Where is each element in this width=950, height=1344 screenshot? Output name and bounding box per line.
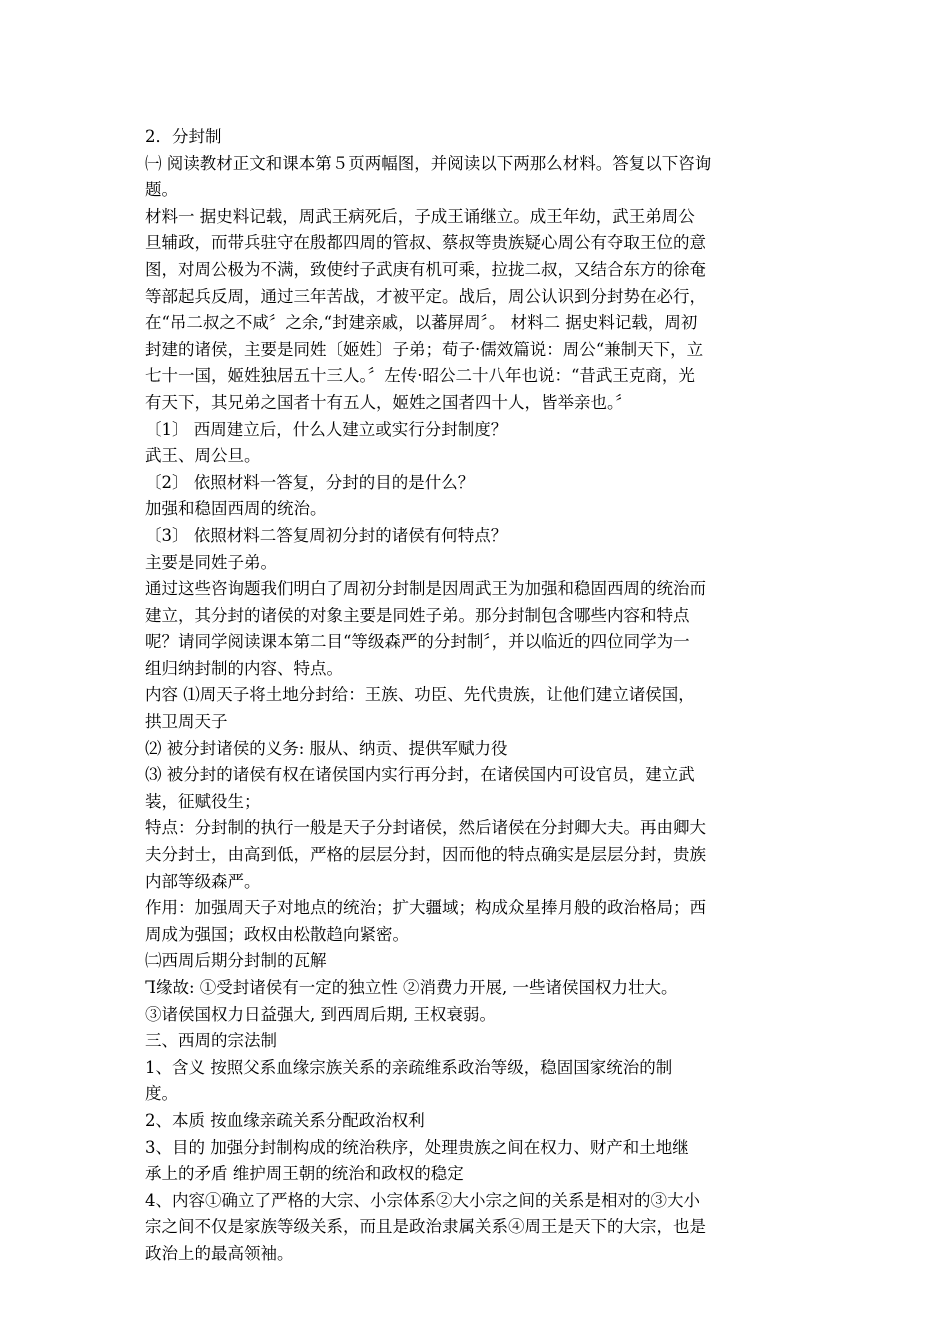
section-heading-fengjianzhi: 2．分封制 bbox=[145, 127, 222, 146]
definition-line: 1、含义 按照父系血缘宗族关系的亲疏维系政治等级，稳固国家统治的制 bbox=[145, 1057, 673, 1077]
material-two-line: 有天下，其兄弟之国者十有五人，姬姓之国者四十人，皆举亲也。〞 bbox=[145, 392, 632, 412]
material-one-line: 旦辅政，而带兵驻守在殷都四周的管叔、蔡叔等贵族疑心周公有夺取王位的意 bbox=[145, 233, 706, 253]
material-two-line: 封建的诸侯，主要是同姓〔姬姓〕子弟；荀子·儒效篇说：周公“兼制天下，立 bbox=[145, 339, 704, 359]
material-one-line: 等部起兵反周，通过三年苦战，才被平定。战后，周公认识到分封势在必行， bbox=[145, 286, 706, 306]
features-line: 夫分封士，由高到低，严格的层层分封，因而他的特点确实是层层分封，贵族 bbox=[145, 845, 706, 865]
content-line: 政治上的最高领袖。 bbox=[145, 1243, 294, 1263]
summary-paragraph-line: 通过这些咨询题我们明白了周初分封制是因周武王为加强和稳固西周的统治而 bbox=[145, 579, 706, 599]
material-one-line: 材料一 据史料记载，周武王病死后，子成王诵继立。成王年幼，武王弟周公 bbox=[145, 206, 695, 226]
material-two-line: 七十一国，姬姓独居五十三人。〞左传·昭公二十八年也说：“昔武王克商，光 bbox=[145, 366, 695, 386]
purpose-line: 3、目的 加强分封制构成的统治秩序，处理贵族之间在权力、财产和土地继 bbox=[145, 1137, 689, 1157]
essence-line: 2、本质 按血缘亲疏关系分配政治权利 bbox=[145, 1110, 425, 1130]
collapse-reason-line: Ꞁ缘故: ①受封诸侯有一定的独立性 ②消费力开展, 一些诸侯国权力壮大。 bbox=[145, 978, 678, 997]
collapse-reason-line: ③诸侯国权力日益强大, 到西周后期, 王权衰弱。 bbox=[145, 1004, 496, 1024]
content-item-1-cont: 拱卫周天子 bbox=[145, 712, 228, 732]
question-2: 〔2〕 依照材料一答复，分封的目的是什么？ bbox=[145, 472, 475, 492]
answer-3: 主要是同姓子弟。 bbox=[145, 552, 277, 572]
summary-paragraph-line: 建立，其分封的诸侯的对象主要是同姓子弟。那分封制包含哪些内容和特点 bbox=[145, 605, 690, 625]
content-line: 4、内容①确立了严格的大宗、小宗体系②大小宗之间的关系是相对的③大小 bbox=[145, 1190, 700, 1210]
definition-line: 度。 bbox=[145, 1084, 178, 1104]
content-item-2: ⑵ 被分封诸侯的义务: 服从、纳贡、提供军赋力役 bbox=[145, 738, 508, 758]
material-one-line: 图，对周公极为不满，致使纣子武庚有机可乘，拉拢二叔，又结合东方的徐奄 bbox=[145, 259, 706, 279]
content-item-1: 内容 ⑴周天子将土地分封给：王族、功臣、先代贵族，让他们建立诸侯国， bbox=[145, 685, 695, 705]
features-line: 特点：分封制的执行一般是天子分封诸侯，然后诸侯在分封卿大夫。再由卿大 bbox=[145, 818, 706, 838]
question-1: 〔1〕 西周建立后，什么人建立或实行分封制度？ bbox=[145, 419, 508, 439]
purpose-line: 承上的矛盾 维护周王朝的统治和政权的稳定 bbox=[145, 1164, 464, 1184]
document-body bbox=[145, 124, 805, 1268]
question-3: 〔3〕 依照材料二答复周初分封的诸侯有何特点？ bbox=[145, 525, 508, 545]
section-heading-zongfazhi: 三、西周的宗法制 bbox=[145, 1031, 277, 1051]
reading-instruction-cont: 题。 bbox=[145, 180, 178, 200]
effects-line: 周成为强国；政权由松散趋向紧密。 bbox=[145, 924, 409, 944]
features-line: 内部等级森严。 bbox=[145, 871, 261, 891]
answer-1: 武王、周公旦。 bbox=[145, 446, 261, 466]
content-item-3: ⑶ 被分封的诸侯有权在诸侯国内实行再分封，在诸侯国内可设官员，建立武 bbox=[145, 765, 695, 785]
summary-paragraph-line: 呢？请同学阅读课本第二目“等级森严的分封制〞，并以临近的四位同学为一 bbox=[145, 632, 690, 652]
answer-2: 加强和稳固西周的统治。 bbox=[145, 499, 327, 519]
effects-line: 作用：加强周天子对地点的统治；扩大疆域；构成众星捧月般的政治格局；西 bbox=[145, 898, 706, 918]
reading-instruction: ㈠ 阅读教材正文和课本第５页两幅图，并阅读以下两那么材料。答复以下咨询 bbox=[145, 153, 712, 173]
summary-paragraph-line: 组归纳封制的内容、特点。 bbox=[145, 658, 343, 678]
content-line: 宗之间不仅是家族等级关系，而且是政治隶属关系④周王是天下的大宗，也是 bbox=[145, 1217, 706, 1237]
content-item-3-cont: 装，征赋役生； bbox=[145, 791, 261, 811]
collapse-heading: ㈡西周后期分封制的瓦解 bbox=[145, 951, 327, 971]
material-two-line: 在“吊二叔之不咸〞之余,“封建亲戚，以蕃屏周〞。 材料二 据史料记载，周初 bbox=[145, 313, 698, 333]
